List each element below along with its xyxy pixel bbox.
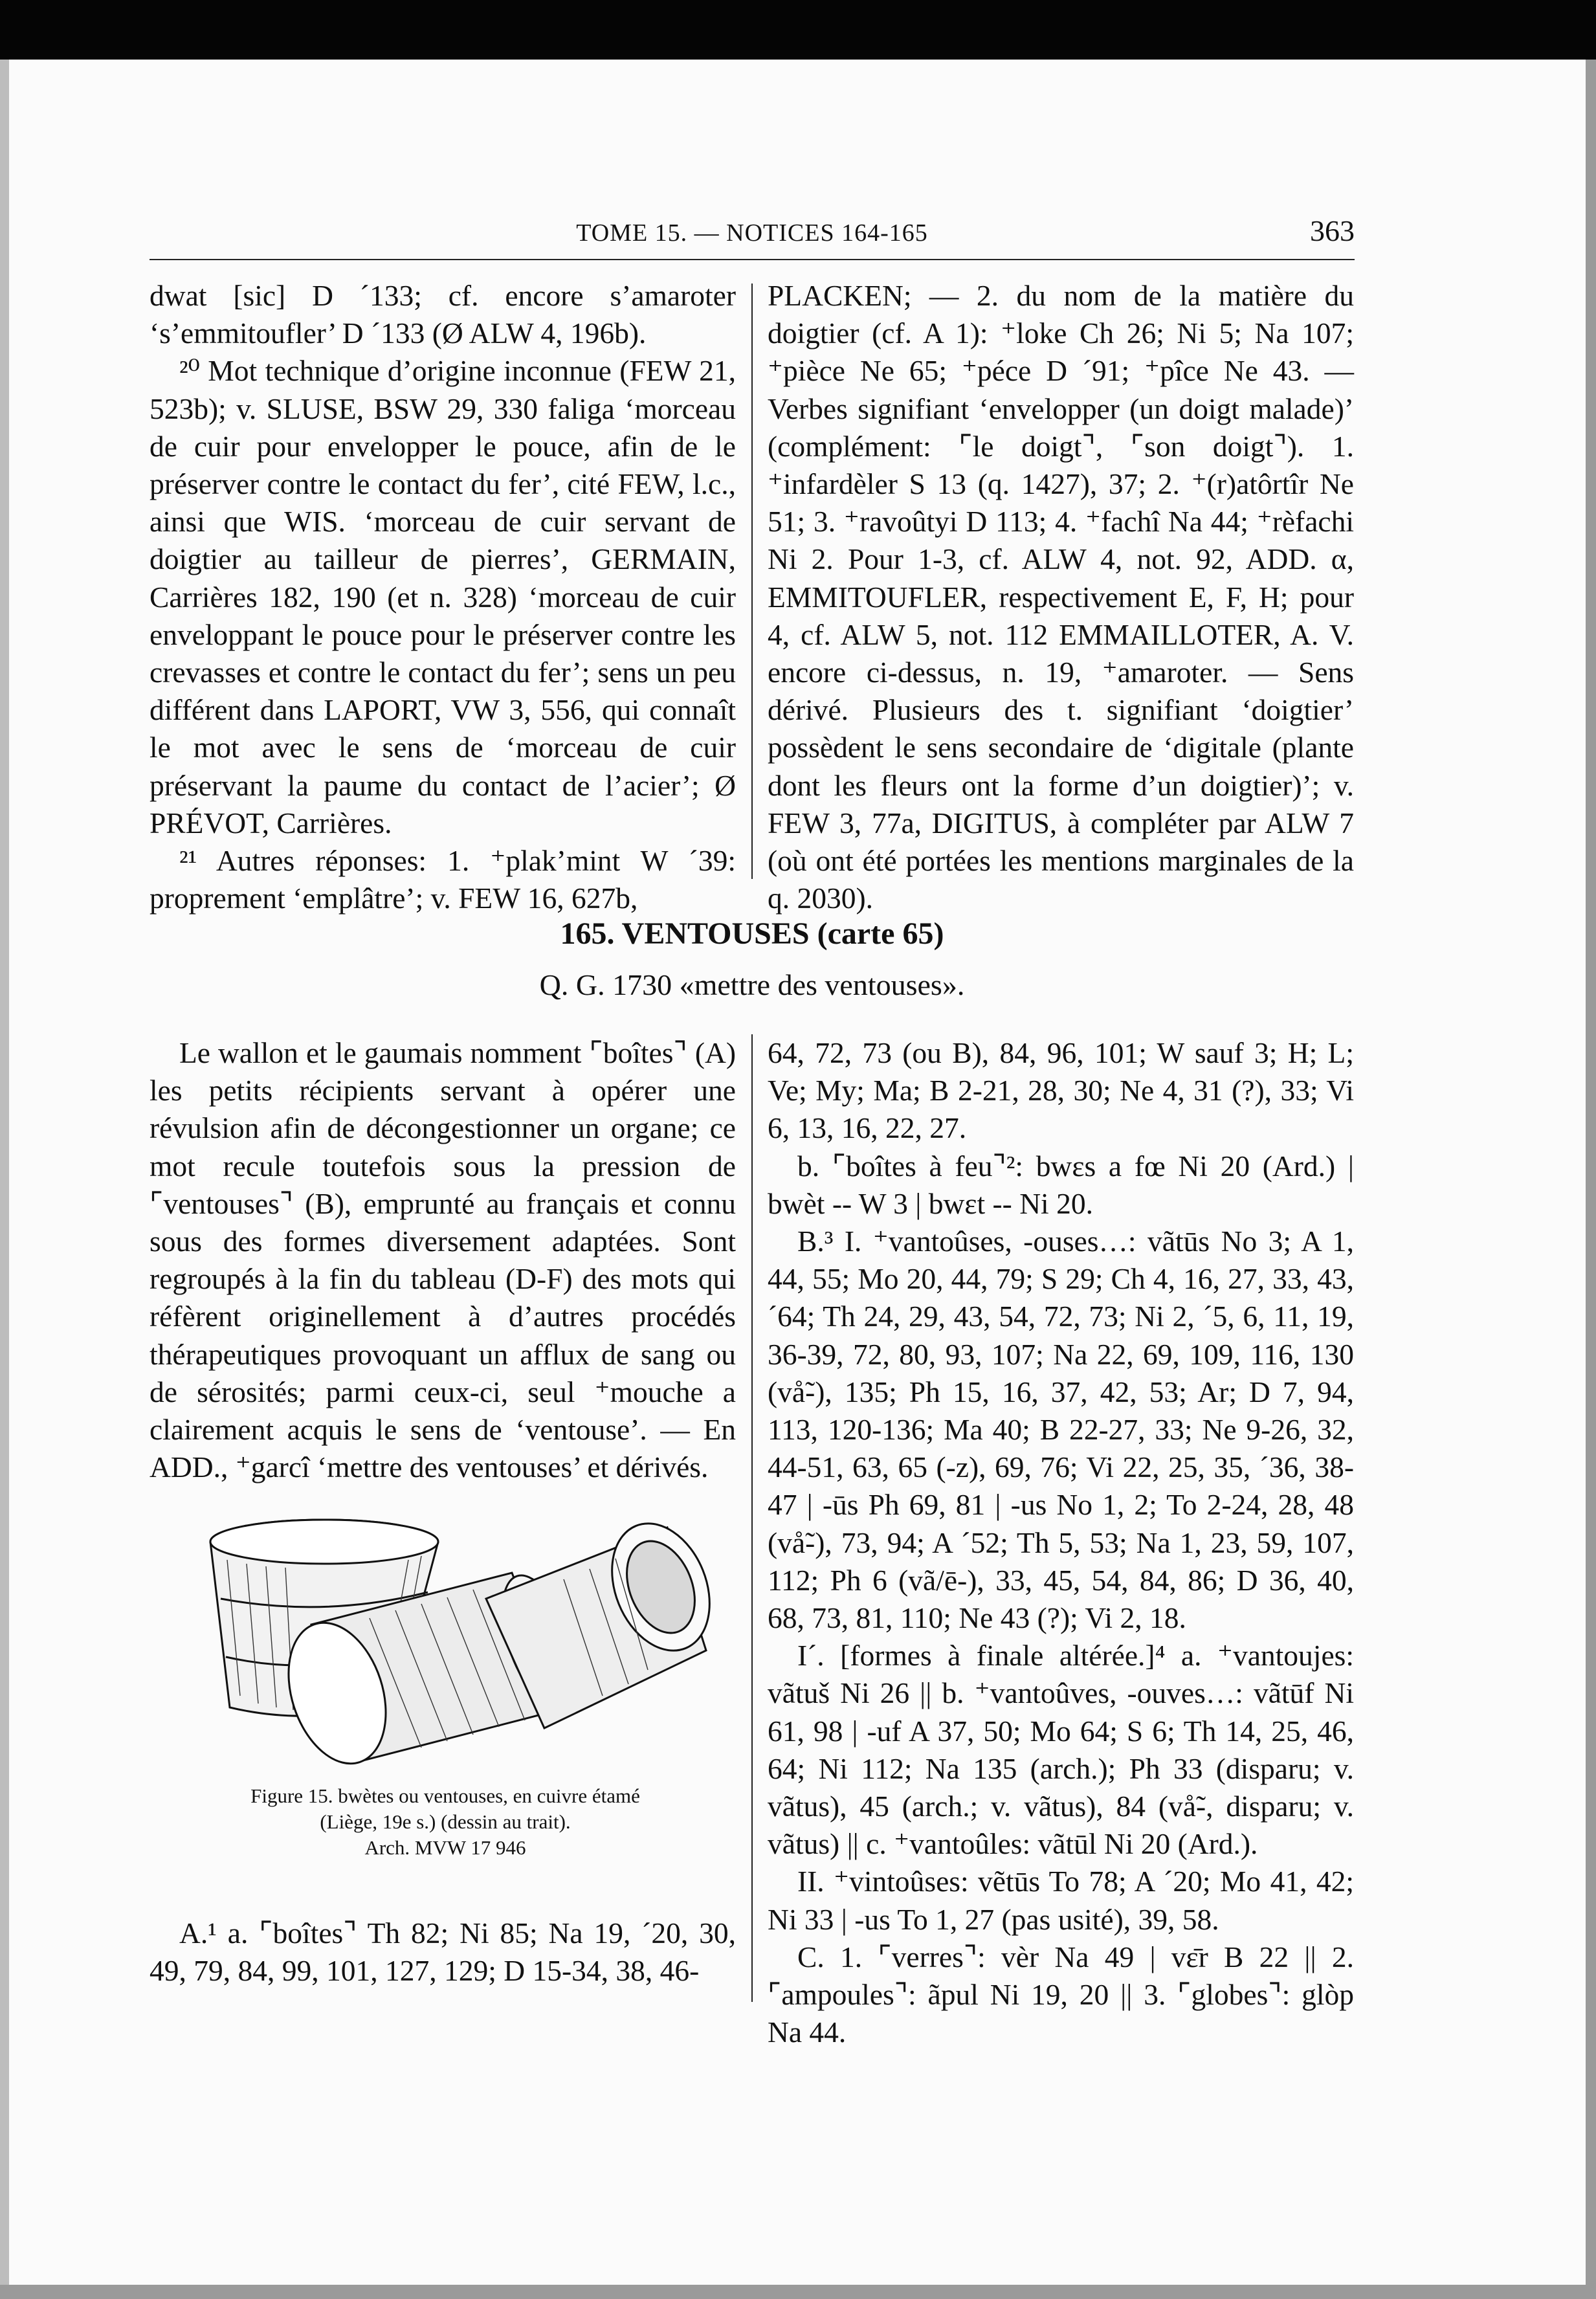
form-list-paragraph: A.¹ a. ⌜boîtes⌝ Th 82; Ni 85; Na 19, ´20, 30, 49, 79, 84, 99, 101, 127, 129; D 15-34, 38, 46- [150, 1916, 736, 1988]
column-divider [751, 283, 753, 879]
caption-line: Arch. MVW 17 946 [364, 1836, 526, 1859]
note-paragraph: PLACKEN; — 2. du nom de la matière du doigtier (cf. A 1): ⁺loke Ch 26; Ni 5; Na 107; ⁺pièce Ne 65; ⁺péce D ´91; ⁺pîce Ne 43. — Verbes signifiant ‘envelopper (un doigt malade)’ (complément: ⌜le doigt⌝, ⌜son doigt⌝). 1. ⁺infardèler S 13 (q. 1427), 37; 2. ⁺(r)atôrtîr Ne 51; 3. ⁺ravoûtyi D 113; 4. ⁺fachî Na 44; ⁺rèfachi Ni 2. Pour 1-3, cf. ALW 4, not. 92, ADD. α, EMMITOUFLER, respectivement E, F, H; pour 4, cf. ALW 5, not. 112 EMMAILLOTER, A. V. encore ci-dessus, n. 19, ⁺amaroter. — Sens dérivé. Plusieurs des t. signifiant ‘doigtier’ possèdent le sens secondaire de ‘digitale (plante dont les fleurs ont la forme d’un doigtier)’; v. FEW 3, 77a, DIGITUS, à compléter par ALW 7 (où ont été portées les mentions marginales de la q. 2030). [768, 279, 1354, 915]
figure-caption [150, 1783, 741, 1861]
form-list-paragraph: I´. [formes à finale altérée.]⁴ a. ⁺vantoujes: vãtuš Ni 26 || b. ⁺vantoûves, -ouves…: vãtūf Ni 61, 98 | -uf A 37, 50; Mo 64; S 6; Th 14, 25, 46, 64; Ni 112; Na 135 (arch.); Ph 33 (disparu; v. vãtus), 45 (arch.; v. vãtus), 84 (vå̃-, disparu; v. vãtus) || c. ⁺vantoûles: vãtūl Ni 20 (Ard.). [768, 1639, 1354, 1861]
scan-bottom-edge [0, 2285, 1596, 2299]
cupping-cups-drawing [150, 1502, 741, 1780]
section-subtitle: Q. G. 1730 «mettre des ventouses». [539, 968, 965, 1001]
page-number: 363 [1310, 214, 1355, 247]
caption-line: Figure 15. bwètes ou ventouses, en cuivre étamé [250, 1784, 640, 1807]
note-21: ²¹ Autres réponses: 1. ⁺plak’mint W ´39: proprement ‘emplâtre’; v. FEW 16, 627b, [150, 844, 736, 915]
form-list-paragraph: b. ⌜boîtes à feu⌝²: bwɛs a fœ Ni 20 (Ard.) | bwèt -- W 3 | bwɛt -- Ni 20. [768, 1149, 1354, 1220]
forms-right-column [768, 1034, 1354, 2051]
section-title: 165. VENTOUSES (carte 65) [560, 916, 944, 951]
note-20: ²⁰ Mot technique d’origine inconnue (FEW 21, 523b); v. SLUSE, BSW 29, 330 faliga ‘morceau de cuir pour envelopper le pouce, afin de le préserver contre le contact du fer’, cité FEW, l.c., ainsi que WIS. ‘morceau de cuir servant de doigtier au tailleur de pierres’, GERMAIN, Carrières 182, 190 (et n. 328) ‘morceau de cuir enveloppant le pouce pour le préserver contre les crevasses et contre le contact du fer’; sens un peu différent dans LAPORT, VW 3, 556, qui connaît le mot avec le sens de ‘morceau de cuir préservant la paume du contact de l’acier’; Ø PRÉVOT, Carrières. [150, 354, 736, 839]
running-title: TOME 15. — NOTICES 164-165 [576, 219, 928, 247]
form-list-paragraph: 64, 72, 73 (ou B), 84, 96, 101; W sauf 3; H; L; Ve; My; Ma; B 2-21, 28, 30; Ne 4, 31 (?), 33; Vi 6, 13, 16, 22, 27. [768, 1036, 1354, 1145]
notes-left-column [150, 277, 736, 917]
intro-column [150, 1034, 736, 1486]
notes-right-column [768, 277, 1354, 917]
scan-right-edge [1586, 60, 1596, 2299]
header-rule [150, 259, 1355, 260]
note-paragraph: dwat [sic] D ´133; cf. encore s’amaroter ‘s’emmitoufler’ D ´133 (Ø ALW 4, 196b). [150, 279, 736, 350]
column-divider [751, 1034, 753, 2002]
form-list-paragraph: C. 1. ⌜verres⌝: vèr Na 49 | vɛ̄r B 22 || 2. ⌜ampoules⌝: ãpul Ni 19, 20 || 3. ⌜globes⌝: glòp Na 44. [768, 1940, 1354, 2049]
caption-line: (Liège, 19e s.) (dessin au trait). [320, 1810, 571, 1833]
scan-left-edge [0, 60, 9, 2299]
form-list-paragraph: II. ⁺vintoûses: vẽtūs To 78; A ´20; Mo 41, 42; Ni 33 | -us To 1, 27 (pas usité), 39, 58. [768, 1865, 1354, 1936]
intro-paragraph: Le wallon et le gaumais nomment ⌜boîtes⌝ (A) les petits récipients servant à opérer une révulsion afin de décongestionner un organe; ce mot recule toutefois sous la pression de ⌜ventouses⌝ (B), emprunté au français et connu sous des formes diversement adaptées. Sont regroupés à la fin du tableau (D-F) des mots qui réfèrent originellement à d’autres procédés thérapeutiques provoquant un afflux de sang ou de sérosités; parmi ceux-ci, seul ⁺mouche a clairement acquis le sens de ‘ventouse’. — En ADD., ⁺garcî ‘mettre des ventouses’ et dérivés. [150, 1036, 736, 1484]
running-header [150, 214, 1355, 258]
figure-cupping-glasses [150, 1502, 741, 1780]
form-list-paragraph: B.³ I. ⁺vantoûses, -ouses…: vãtūs No 3; A 1, 44, 55; Mo 20, 44, 79; S 29; Ch 4, 16, 27, 33, 43, ´64; Th 24, 29, 43, 54, 72, 73; Ni 2, ´5, 6, 11, 19, 36-39, 72, 80, 93, 107; Na 22, 69, 109, 116, 130 (vå̃-), 135; Ph 15, 16, 37, 42, 53; Ar; D 7, 94, 113, 120-136; Ma 40; B 22-27, 33; Ne 9-26, 32, 44-51, 63, 65 (-z), 69, 76; Vi 22, 25, 35, ´36, 38-47 | -ūs Ph 69, 81 | -us No 1, 2; To 2-24, 28, 48 (vå̃-), 73, 94; A ´52; Th 5, 53; Na 1, 23, 59, 107, 112; Ph 6 (vã/ē-), 33, 45, 54, 84, 86; D 36, 40, 68, 73, 81, 110; Ne 43 (?); Vi 2, 18. [768, 1225, 1354, 1635]
scan-top-band [0, 0, 1596, 60]
list-left-column [150, 1915, 736, 1990]
